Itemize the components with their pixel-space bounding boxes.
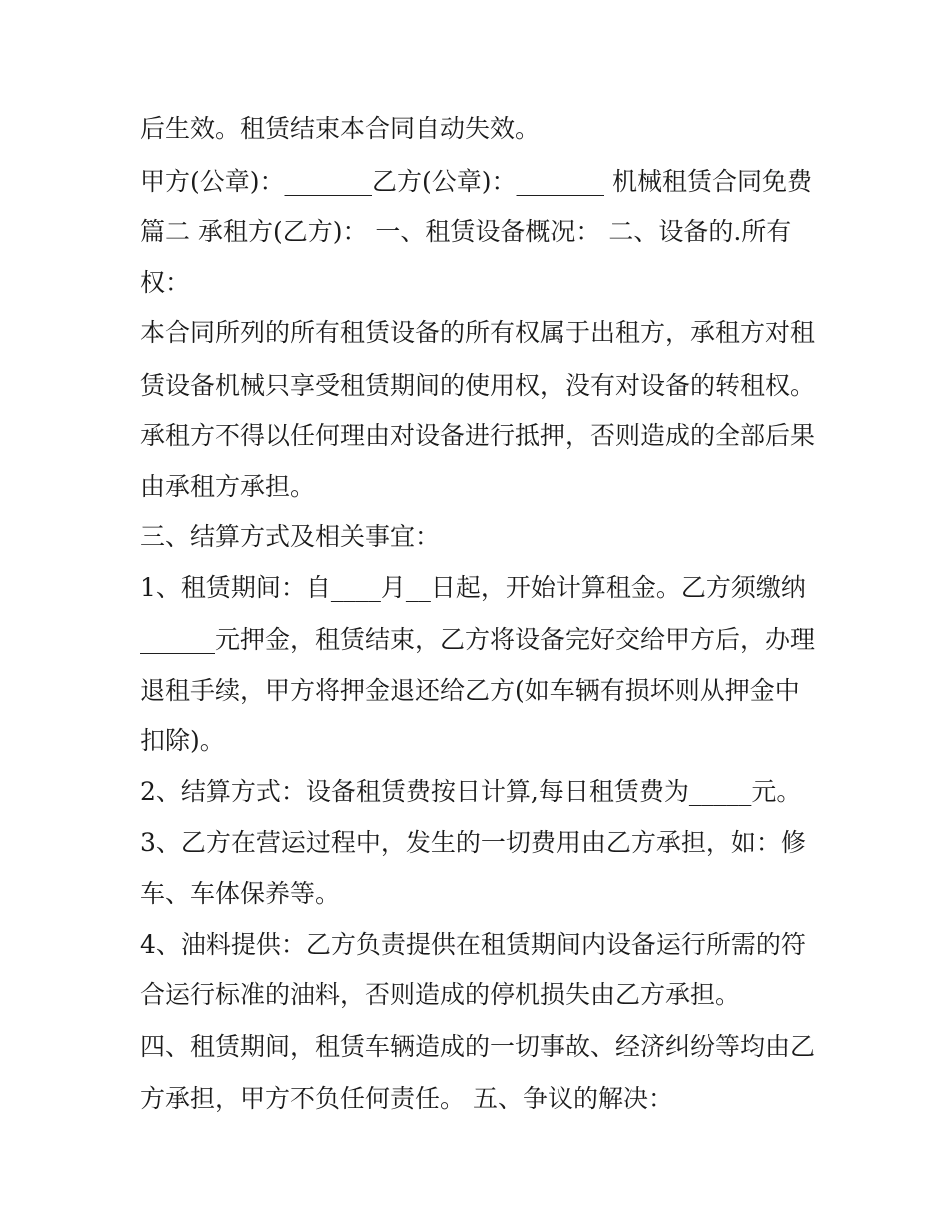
text-line: 1、租赁期间：自____月__日起，开始计算租金。乙方须缴纳 (140, 573, 806, 602)
text-line: 三、结算方式及相关事宜： (140, 522, 441, 551)
text-line: 退租手续，甲方将押金退还给乙方(如车辆有损坏则从押金中 (140, 676, 800, 705)
text-line: 扣除)。 (140, 726, 225, 755)
text-line: 车、车体保养等。 (140, 879, 341, 908)
text-line: 方承担，甲方不负任何责任。 五、争议的解决： (140, 1084, 673, 1113)
text-line: 赁设备机械只享受租赁期间的使用权，没有对设备的转租权。 (140, 371, 816, 400)
text-line: 2、结算方式：设备租赁费按日计算,每日租赁费为_____元。 (140, 777, 802, 806)
text-line: 3、乙方在营运过程中，发生的一切费用由乙方承担，如：修 (140, 828, 806, 857)
text-line: 四、租赁期间，租赁车辆造成的一切事故、经济纠纷等均由乙 (140, 1032, 816, 1061)
text-line: 后生效。租赁结束本合同自动失效。 (140, 114, 541, 143)
text-line: ______元押金，租赁结束，乙方将设备完好交给甲方后，办理 (140, 625, 816, 654)
text-line: 篇二 承租方(乙方)： 一、租赁设备概况： 二、设备的.所有 (140, 217, 792, 246)
text-line: 甲方(公章)：_______乙方(公章)：_______ 机械租赁合同免费 (140, 167, 812, 196)
text-line: 4、油料提供：乙方负责提供在租赁期间内设备运行所需的符 (140, 930, 806, 959)
text-line: 本合同所列的所有租赁设备的所有权属于出租方，承租方对租 (140, 318, 816, 347)
text-line: 合运行标准的油料，否则造成的停机损失由乙方承担。 (140, 980, 741, 1009)
text-line: 承租方不得以任何理由对设备进行抵押，否则造成的全部后果 (140, 421, 816, 450)
text-line: 权： (140, 268, 191, 297)
text-line: 由承租方承担。 (140, 472, 316, 501)
